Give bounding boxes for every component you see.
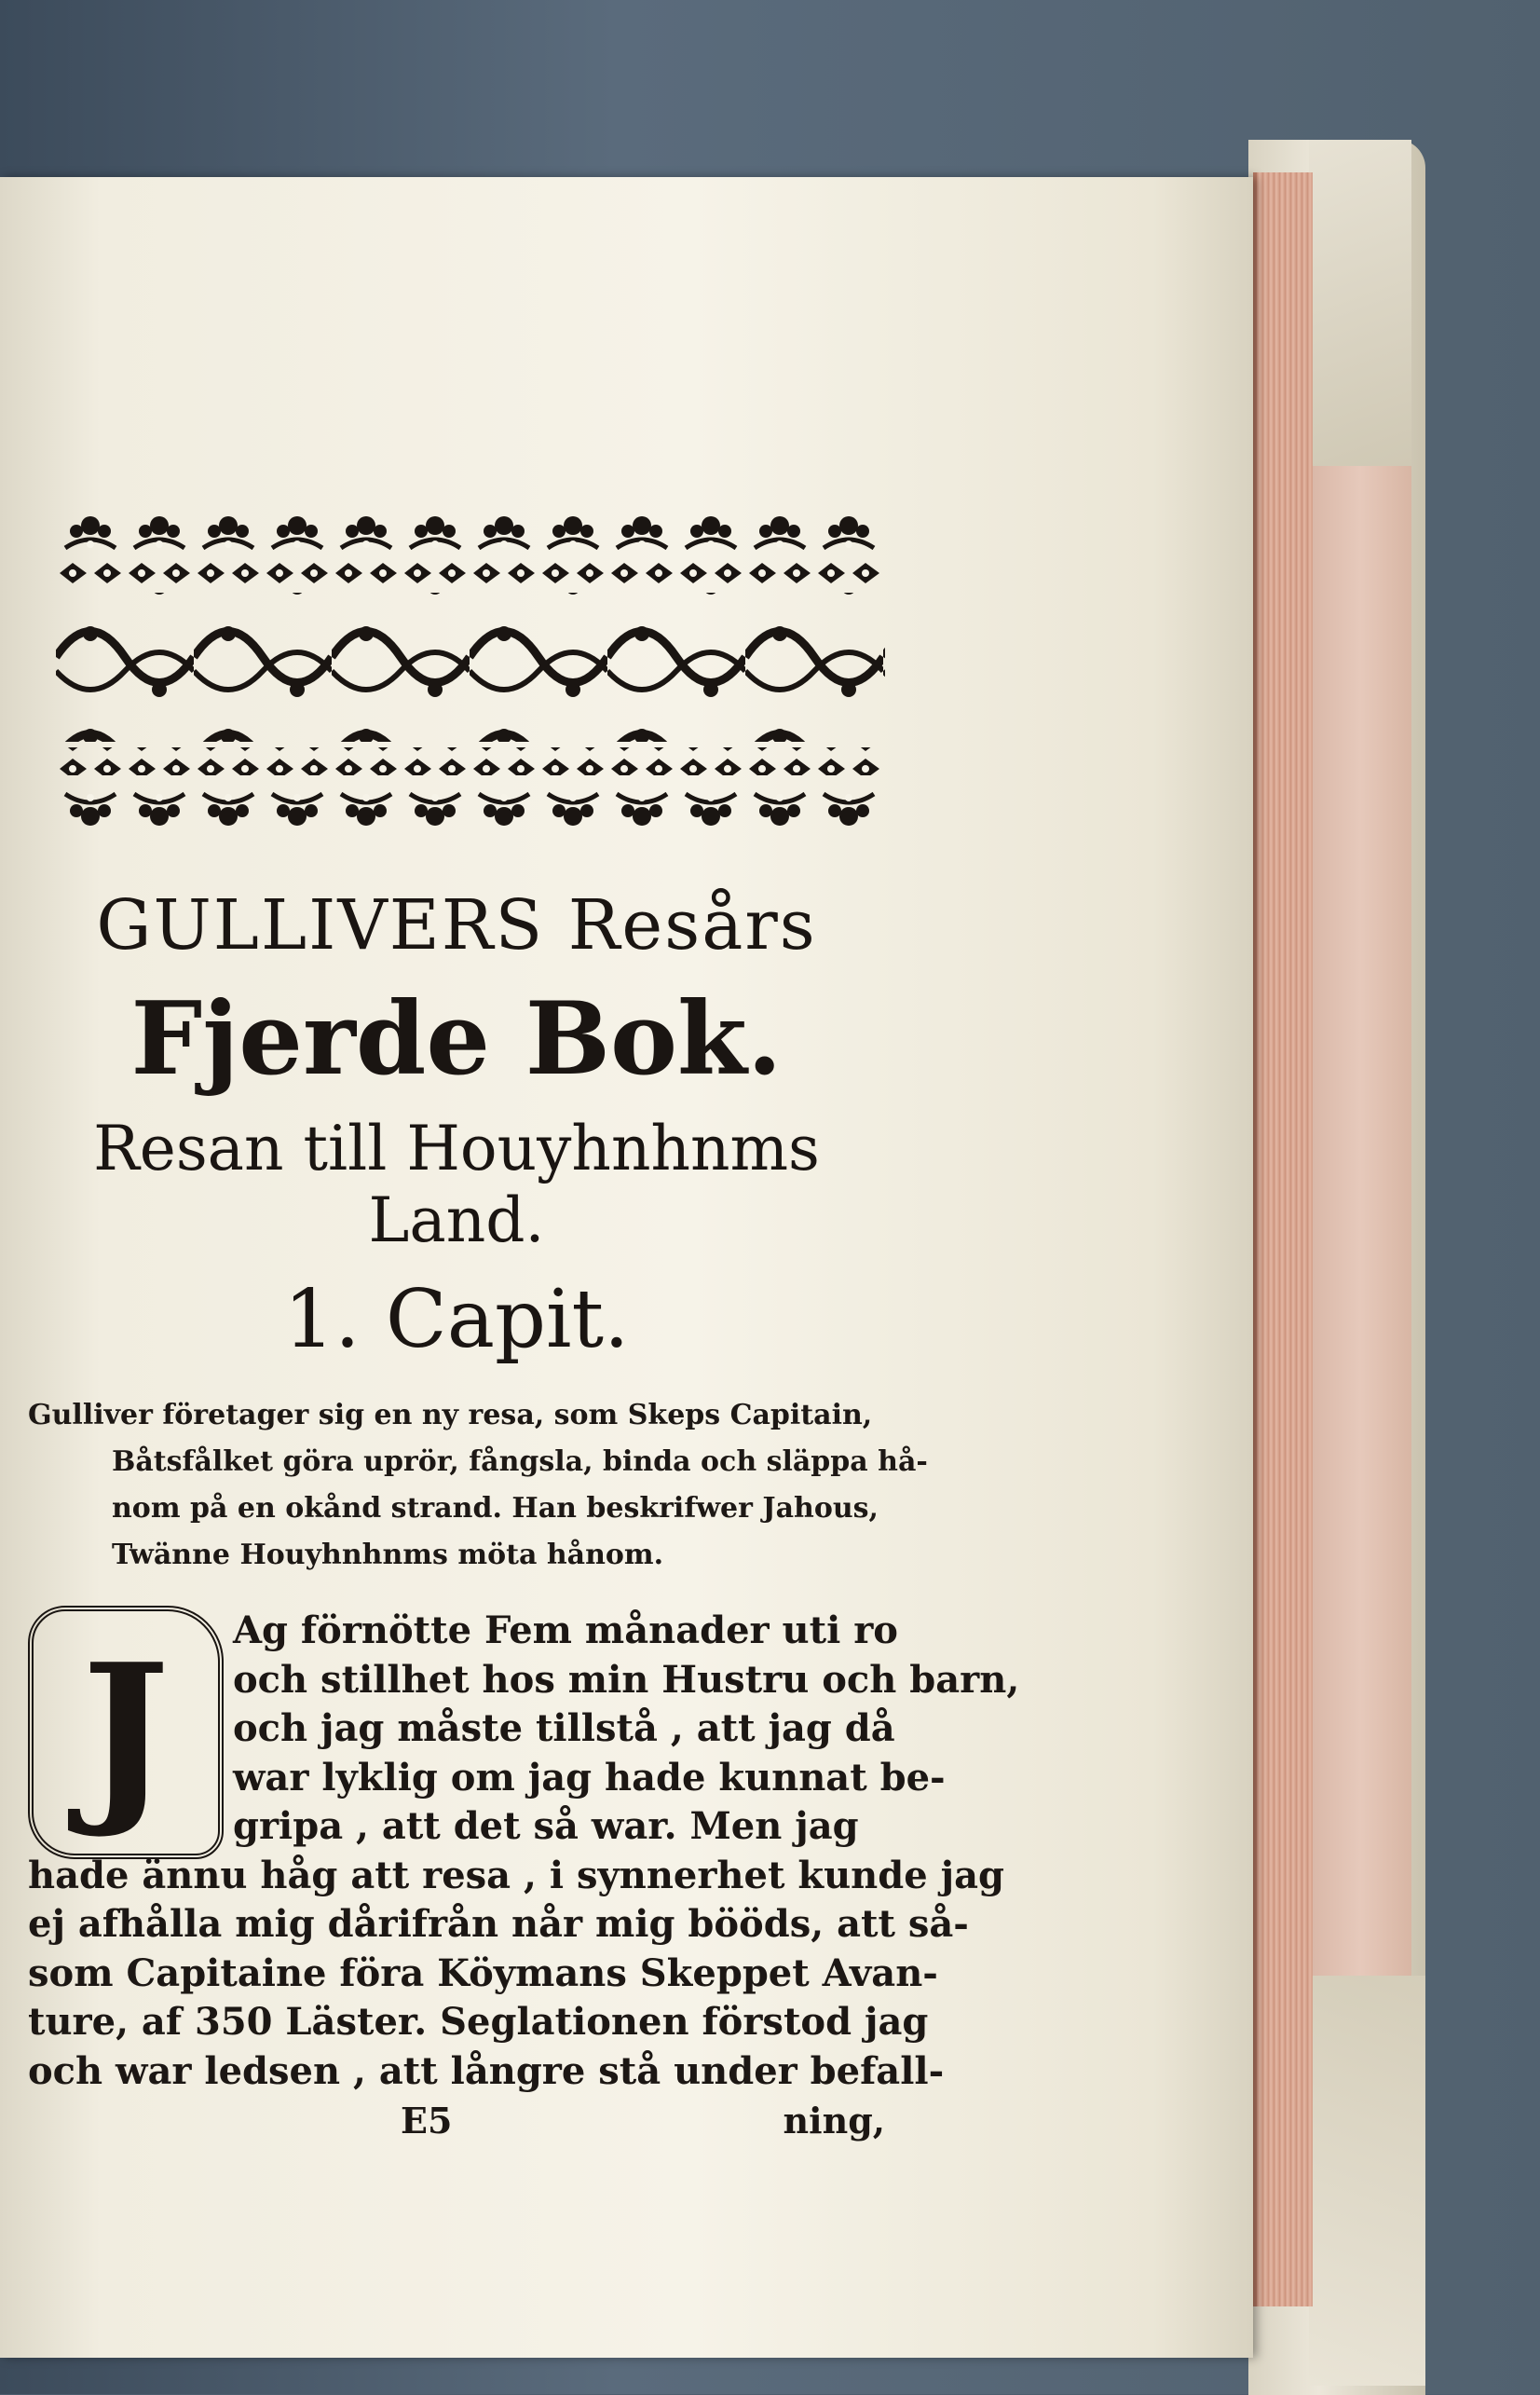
- body-line: hade ännu håg att resa , i synnerhet kunde jag: [28, 1853, 1004, 1897]
- body-line: och stillhet hos min Hustru och barn,: [233, 1657, 1020, 1702]
- summary-line: Båtsfålket göra uprör, fångsla, binda och släppa hå-: [112, 1445, 928, 1478]
- chapter-summary: [28, 1392, 928, 1579]
- summary-line: Gulliver företager sig en ny resa, som Skeps Capitain,: [28, 1399, 873, 1431]
- decorated-initial: [28, 1607, 224, 1858]
- body-line: ture, af 350 Läster. Seglationen förstod jag: [28, 2000, 929, 2044]
- catchword: ning,: [783, 2100, 885, 2142]
- dropcap-letter: J: [28, 1606, 224, 1859]
- body-line: gripa , att det så war. Men jag: [233, 1804, 859, 1848]
- red-sprinkled-edge: [1253, 172, 1313, 2306]
- summary-line: Twänne Houyhnhnms möta hånom.: [112, 1539, 664, 1571]
- body-line: war lyklig om jag hade kunnat be-: [233, 1755, 946, 1800]
- title-line-1: GULLIVERS Resårs: [96, 885, 817, 965]
- summary-line: nom på en okånd strand. Han beskrifwer Jahous,: [112, 1492, 879, 1525]
- body-line: Ag förnötte Fem månader uti ro: [233, 1608, 898, 1652]
- page-footer: [28, 2100, 885, 2142]
- title-line-3: Resan till Houyhnhnms Land.: [93, 1113, 820, 1256]
- body-paragraph: [28, 1607, 1020, 2142]
- body-line: som Capitaine föra Köymans Skeppet Avan-: [28, 1950, 938, 1995]
- chapter-heading: 1. Capit.: [283, 1273, 630, 1366]
- binding-corner-bottom: [1309, 1976, 1425, 2386]
- binding-corner-top: [1309, 140, 1411, 466]
- body-line: och jag måste tillstå , att jag då: [233, 1706, 895, 1750]
- printed-text-block: [28, 503, 1020, 2142]
- page-edge-stack: [1309, 466, 1411, 1976]
- signature-mark: E5: [401, 2100, 453, 2142]
- floral-ornament-band: [56, 503, 885, 848]
- book-page: [0, 177, 1253, 2358]
- title-line-2: Fjerde Bok.: [130, 980, 783, 1098]
- body-line: och war ledsen , att långre stå under befall-: [28, 2048, 945, 2093]
- body-line: ej afhålla mig dårifrån når mig bööds, att så-: [28, 1902, 969, 1946]
